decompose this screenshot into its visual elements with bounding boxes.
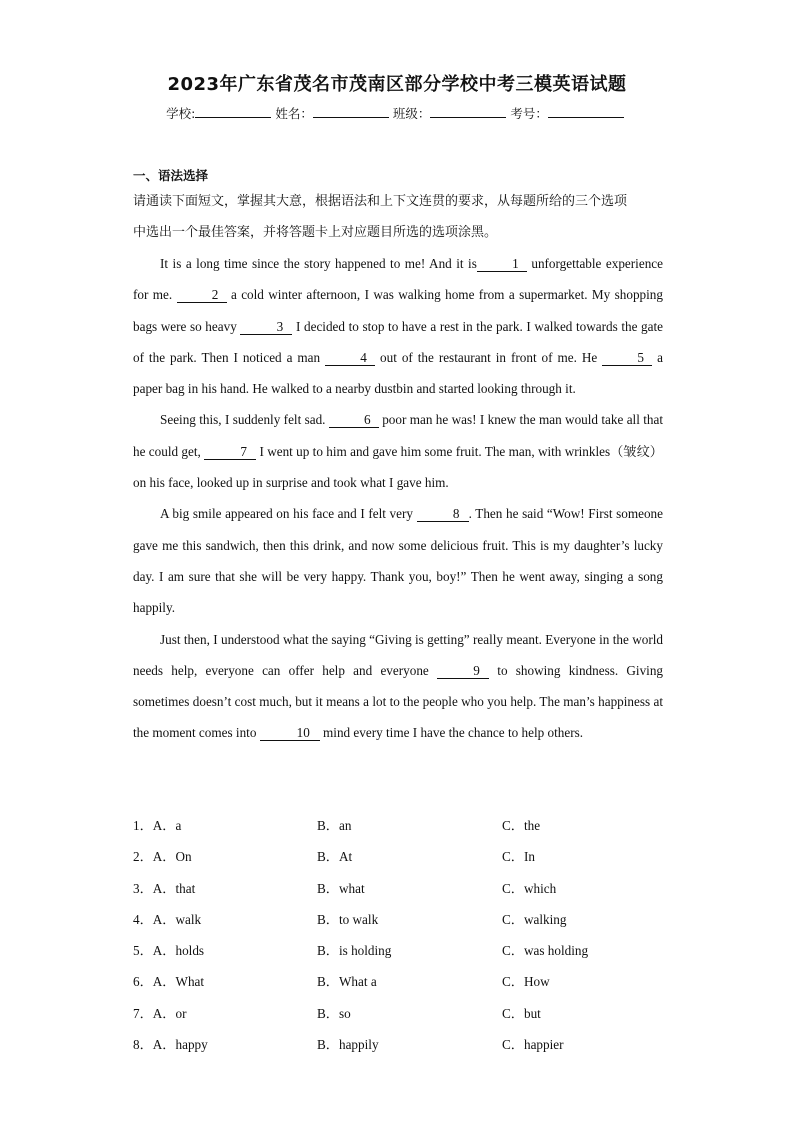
- option-a[interactable]: 2．A．On: [133, 849, 192, 865]
- blank-3: 3: [240, 320, 292, 335]
- option-c[interactable]: C．How: [502, 974, 550, 990]
- blank-4: 4: [325, 351, 375, 366]
- school-field[interactable]: [195, 104, 271, 118]
- option-row: [133, 904, 693, 935]
- paragraph-2: [133, 404, 663, 498]
- passage-text: poor man he was! I knew the man would take all that he could get,: [133, 412, 664, 459]
- option-row: [133, 966, 693, 997]
- name-field[interactable]: [313, 104, 389, 118]
- passage-text: It is a long time since the story happened to me! And it is: [160, 256, 477, 271]
- number-label: 考号：: [510, 106, 548, 121]
- blank-10: 10: [260, 726, 320, 741]
- option-row: [133, 810, 693, 841]
- class-field[interactable]: [430, 104, 506, 118]
- number-field[interactable]: [548, 104, 624, 118]
- class-label: 班级：: [392, 106, 431, 121]
- blank-9: 9: [437, 664, 489, 679]
- passage-text: I went up to him and gave him some fruit. The man, with wrinkles（皱纹）on his face, looked up in surprise and took what I gave him.: [133, 443, 663, 491]
- option-c[interactable]: C．In: [502, 849, 535, 865]
- passage-text: unforgettable experience for me.: [133, 256, 663, 303]
- option-b[interactable]: B．what: [317, 880, 365, 896]
- reading-passage: [133, 248, 663, 749]
- option-b[interactable]: B．What a: [317, 974, 377, 990]
- passage-text: mind every time I have the chance to help others.: [323, 725, 584, 741]
- option-c[interactable]: C．the: [502, 818, 541, 833]
- option-row: [133, 1029, 693, 1060]
- option-row: [133, 935, 693, 966]
- option-row: [133, 873, 693, 904]
- option-a[interactable]: 3．A．that: [133, 880, 196, 896]
- name-label: 姓名：: [275, 106, 313, 121]
- passage-text: out of the restaurant in front of me. He: [380, 349, 598, 365]
- passage-text: a cold winter afternoon, I was walking home from a supermarket. My shopping bags were so heavy: [133, 287, 663, 334]
- instruction-line-1: 请通读下面短文，掌握其大意，根据语法和上下文连贯的要求，从每题所给的三个选项: [133, 194, 628, 209]
- instructions: [133, 186, 663, 248]
- option-a[interactable]: 7．A．or: [133, 1005, 187, 1021]
- option-a[interactable]: 6．A．What: [133, 974, 205, 990]
- school-label: 学校:: [166, 106, 196, 121]
- blank-8: 8: [417, 507, 469, 522]
- passage-text: I decided to stop to have a rest in the park. I walked towards the gate of the park. Then I noticed a man: [133, 318, 664, 365]
- option-c[interactable]: C．which: [502, 880, 557, 896]
- option-row: [133, 841, 693, 872]
- answer-options: [133, 810, 693, 1060]
- option-c[interactable]: C．was holding: [502, 943, 589, 959]
- option-c[interactable]: C．walking: [502, 911, 567, 927]
- student-info-row: [0, 104, 794, 122]
- option-b[interactable]: B．happily: [317, 1037, 379, 1053]
- option-b[interactable]: B．an: [317, 818, 352, 833]
- passage-text: a paper bag in his hand. He walked to a nearby dustbin and started looking through it.: [133, 349, 663, 397]
- blank-2: 2: [177, 288, 227, 303]
- option-b[interactable]: B．to walk: [317, 911, 379, 927]
- blank-5: 5: [602, 351, 652, 366]
- paragraph-4: [133, 624, 663, 749]
- option-c[interactable]: C．happier: [502, 1037, 564, 1053]
- blank-6: 6: [329, 413, 379, 428]
- blank-7: 7: [204, 445, 256, 460]
- option-b[interactable]: B．is holding: [317, 943, 392, 959]
- passage-text: A big smile appeared on his face and I felt very: [160, 506, 413, 522]
- passage-text: Seeing this, I suddenly felt sad.: [160, 412, 326, 428]
- paragraph-3: [133, 498, 663, 623]
- option-b[interactable]: B．At: [317, 849, 353, 865]
- option-a[interactable]: 5．A．holds: [133, 943, 205, 959]
- option-row: [133, 998, 693, 1029]
- option-a[interactable]: 1．A．a: [133, 818, 182, 833]
- passage-text: to showing kindness. Giving sometimes doesn’t cost much, but it means a lot to the people who you help. The man’s happiness at the moment comes into: [133, 662, 664, 741]
- passage-text: Just then, I understood what the saying “Giving is getting” really meant. Everyone in the world needs help, everyone can offer help and everyone: [133, 631, 663, 678]
- passage-text: . Then he said “Wow! First someone gave me this sandwich, then this drink, and now some delicious fruit. This is my daughter’s lucky day. I am sure that she will be very happy. Thank you, boy!” Then he went away, singing a song happily.: [133, 506, 663, 616]
- section-heading: 一、语法选择: [133, 168, 209, 183]
- option-a[interactable]: 8．A．happy: [133, 1037, 208, 1053]
- option-b[interactable]: B．so: [317, 1005, 351, 1021]
- blank-1: 1: [477, 257, 527, 272]
- option-a[interactable]: 4．A．walk: [133, 911, 202, 927]
- exam-title: 2023年广东省茂名市茂南区部分学校中考三模英语试题: [167, 74, 627, 95]
- option-c[interactable]: C．but: [502, 1005, 541, 1021]
- instruction-line-2: 中选出一个最佳答案，并将答题卡上对应题目所选的选项涂黑。: [133, 225, 498, 240]
- paragraph-1: [133, 248, 663, 404]
